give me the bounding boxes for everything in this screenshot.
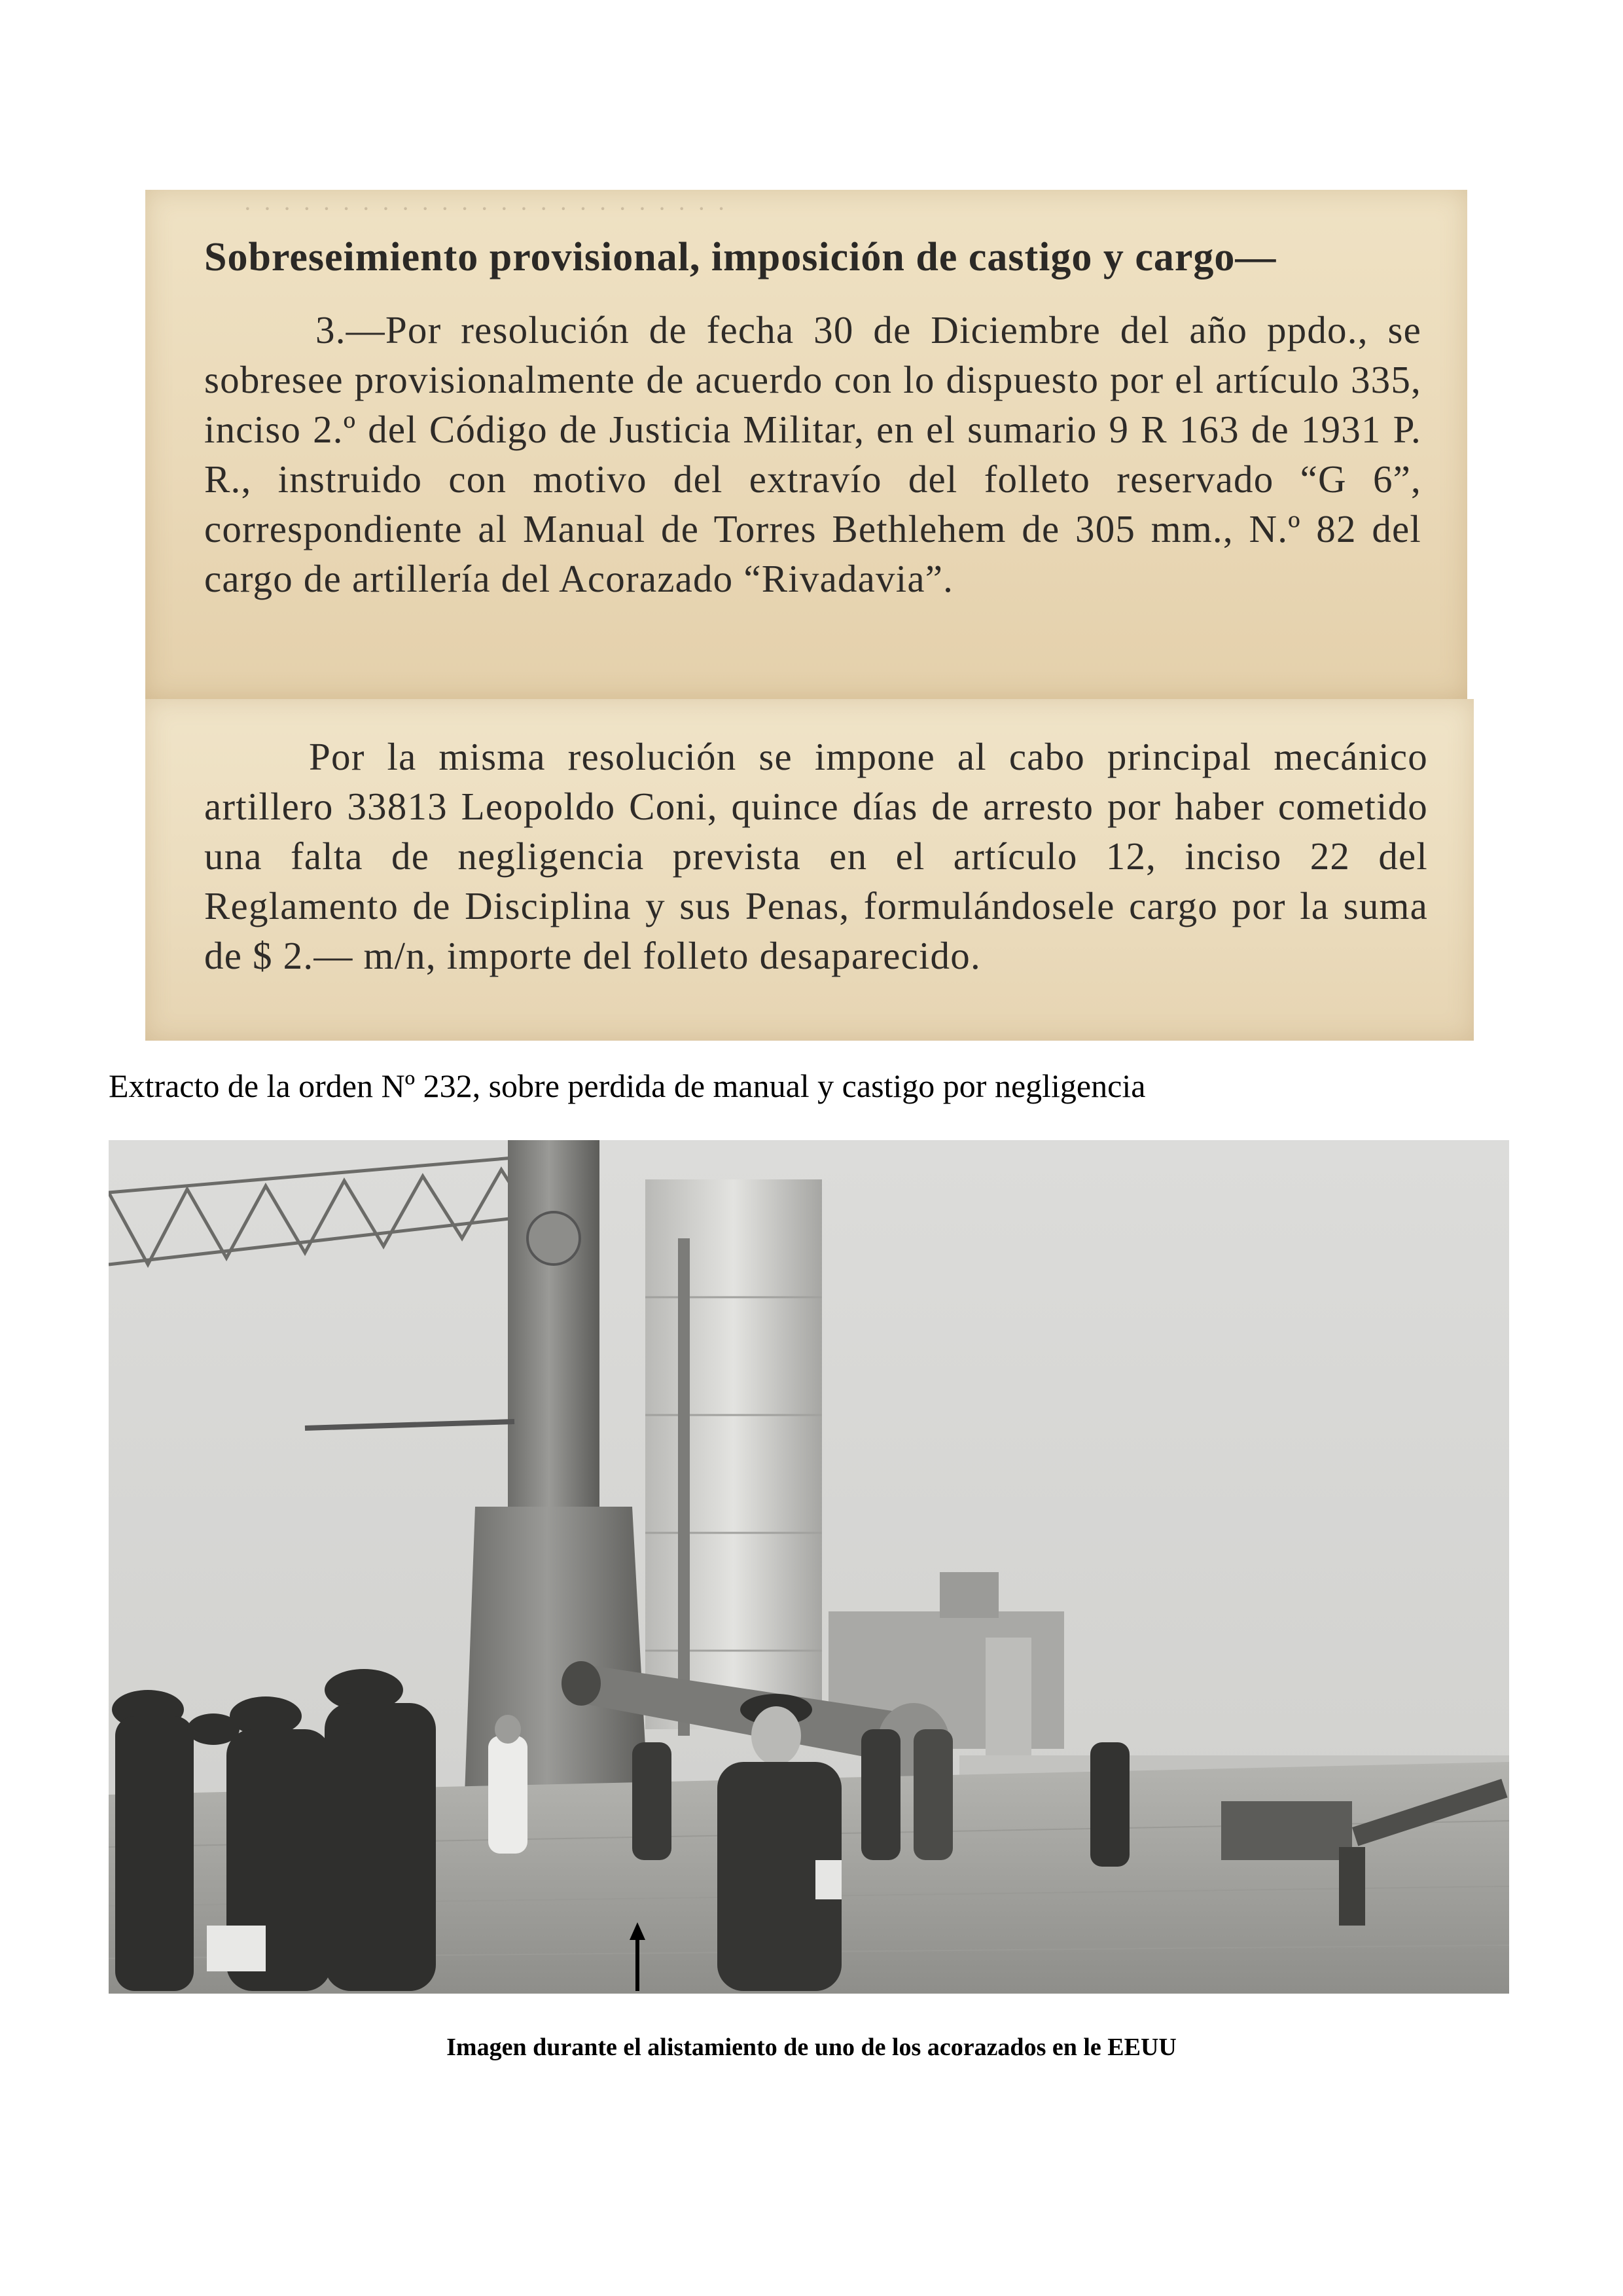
clipping-caption: Extracto de la orden Nº 232, sobre perdida de manual y castigo por negligencia [109, 1067, 1146, 1104]
clipping-heading: Sobreseimiento provisional, imposición de castigo y cargo— [204, 235, 1277, 279]
clipping-paragraph-2: Por la misma resolución se impone al cabo principal mecánico artillero 33813 Leopoldo Coni, quince días de arresto por haber cometido una falta de negligencia prevista en el artículo 12, inciso 22 del Reglamento de Disciplina y sus Penas, formulándosele cargo por la suma de $ 2.— m/n, importe del folleto desaparecido. [204, 735, 1428, 977]
clipping-top [145, 190, 1467, 699]
bleed-through-text: · · · · · · · · · · · · · · · · · · · · · · · · · [243, 194, 728, 222]
photo-caption: Imagen durante el alistamiento de uno de los acorazados en le EEUU [446, 2034, 1177, 2061]
clipping-bottom [145, 699, 1474, 1041]
battleship-deck-photo [109, 1140, 1509, 1994]
clipping-paragraph-1: 3.—Por resolución de fecha 30 de Diciembre del año ppdo., se sobresee provisionalmente de acuerdo con lo dispuesto por el artículo 335, inciso 2.º del Código de Justicia Militar, en el sumario 9 R 163 de 1931 P. R., instruido con motivo del extravío del folleto reservado “G 6”, correspondiente al Manual de Torres Bethlehem de 305 mm., N.º 82 del cargo de artillería del Acorazado “Rivadavia”. [204, 308, 1421, 600]
